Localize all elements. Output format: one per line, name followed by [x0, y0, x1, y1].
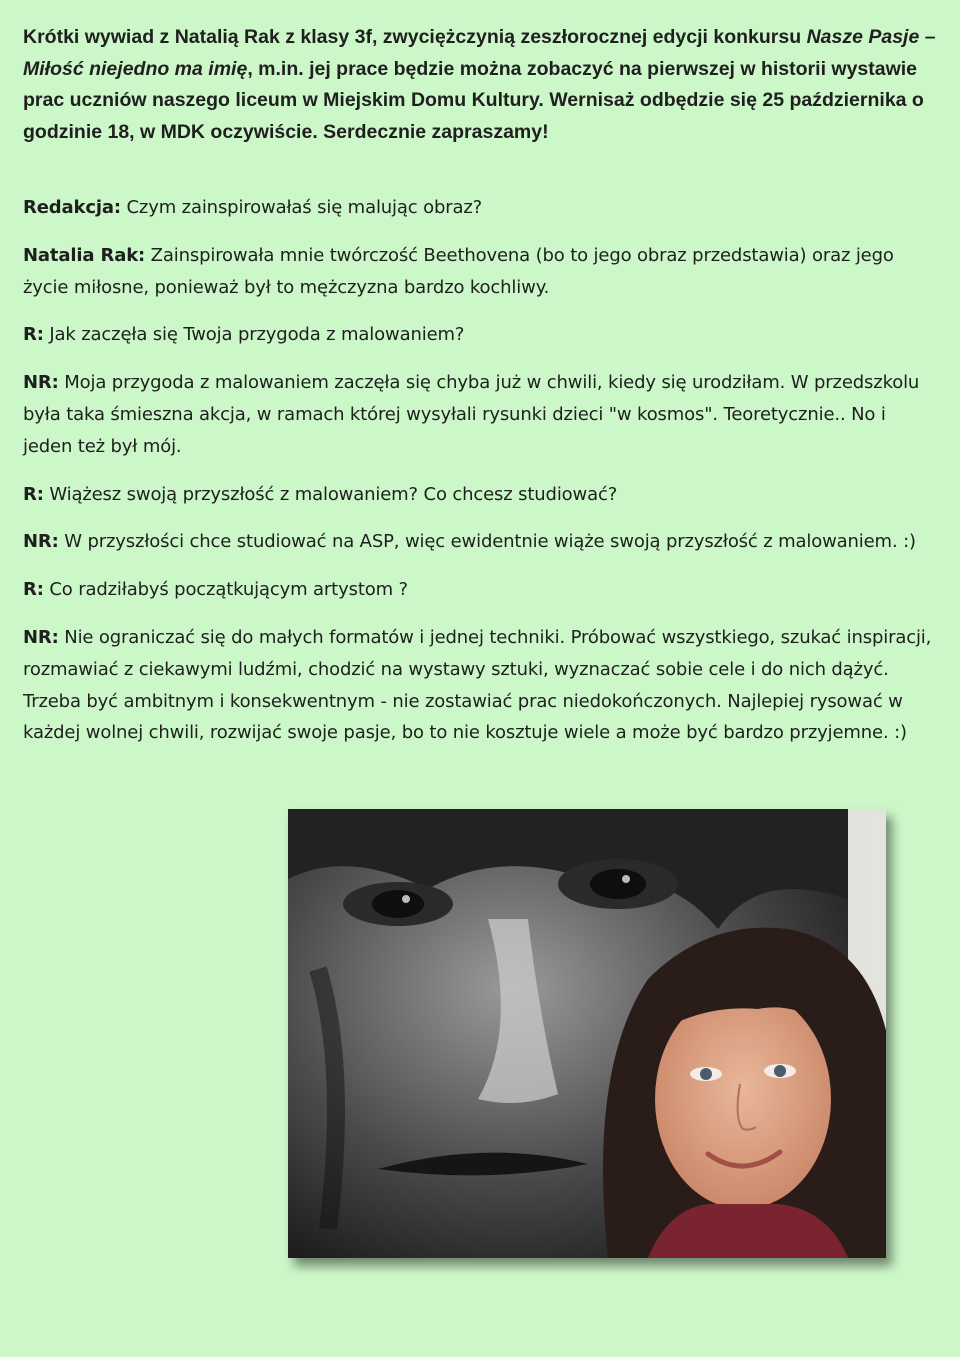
question-2	[23, 319, 938, 351]
answer-1	[23, 240, 938, 304]
article	[23, 22, 938, 749]
speaker-label: R:	[23, 579, 44, 601]
speaker-label: NR:	[23, 372, 59, 394]
photo-artist-with-painting	[288, 809, 886, 1258]
intro-text-end: , m.in. jej prace będzie można zobaczyć na pierwszej w historii wystawie prac uczniów naszego liceum w Miejskim Domu Kultury. Wernisaż odbędzie się 25 października o godzinie 18, w MDK oczywiście. Serdecznie zapraszamy!	[23, 57, 924, 143]
speaker-label: NR:	[23, 531, 59, 553]
photo-illustration	[288, 809, 886, 1258]
question-1	[23, 192, 938, 224]
question-text: Wiążesz swoją przyszłość z malowaniem? Co chcesz studiować?	[43, 483, 618, 505]
speaker-label: NR:	[23, 626, 59, 648]
question-text: Czym zainspirowałaś się malując obraz?	[120, 197, 483, 218]
answer-text: W przyszłości chce studiować na ASP, więc ewidentnie wiąże swoją przyszłość z malowaniem. :)	[58, 531, 916, 553]
speaker-label: R:	[23, 483, 44, 505]
answer-text: Nie ograniczać się do małych formatów i jednej techniki. Próbować wszystkiego, szukać inspiracji, rozmawiać z ciekawymi ludźmi, chodzić na wystawy sztuki, wyznaczać sobie cele i do nich dążyć. Trzeba być ambitnym i konsekwentnym - nie zostawiać prac niedokończonych. Najlepiej rysować w każdej wolnej chwili, rozwijać swoje pasje, bo to nie kosztuje wiele a może być bardzo przyjemne. :)	[23, 626, 932, 744]
answer-text: Zainspirowała mnie twórczość Beethovena (bo to jego obraz przedstawia) oraz jego życie miłosne, ponieważ był to mężczyzna bardzo kochliwy.	[23, 244, 894, 298]
question-text: Jak zaczęła się Twoja przygoda z malowaniem?	[43, 324, 465, 346]
answer-4	[23, 622, 938, 749]
speaker-label: R:	[23, 324, 44, 346]
question-4	[23, 574, 938, 606]
speaker-label: Natalia Rak:	[23, 244, 146, 266]
question-text: Co radziłabyś początkującym artystom ?	[43, 579, 408, 601]
intro-text-start: Krótki wywiad z Natalią Rak z klasy 3f, zwyciężczynią zeszłorocznej edycji konkursu	[23, 26, 807, 48]
contest-name: Nasze Pasje – Miłość niejedno ma imię	[23, 26, 936, 80]
answer-text: Moja przygoda z malowaniem zaczęła się chyba już w chwili, kiedy się urodziłam. W przedszkolu była taka śmieszna akcja, w ramach której wysyłali rysunki dzieci "w kosmos". Teoretycznie.. No i jeden też był mój.	[23, 372, 920, 457]
speaker-label: Redakcja:	[23, 197, 121, 218]
answer-3	[23, 526, 938, 558]
question-3	[23, 479, 938, 511]
intro-paragraph	[23, 22, 938, 148]
answer-2	[23, 367, 938, 462]
